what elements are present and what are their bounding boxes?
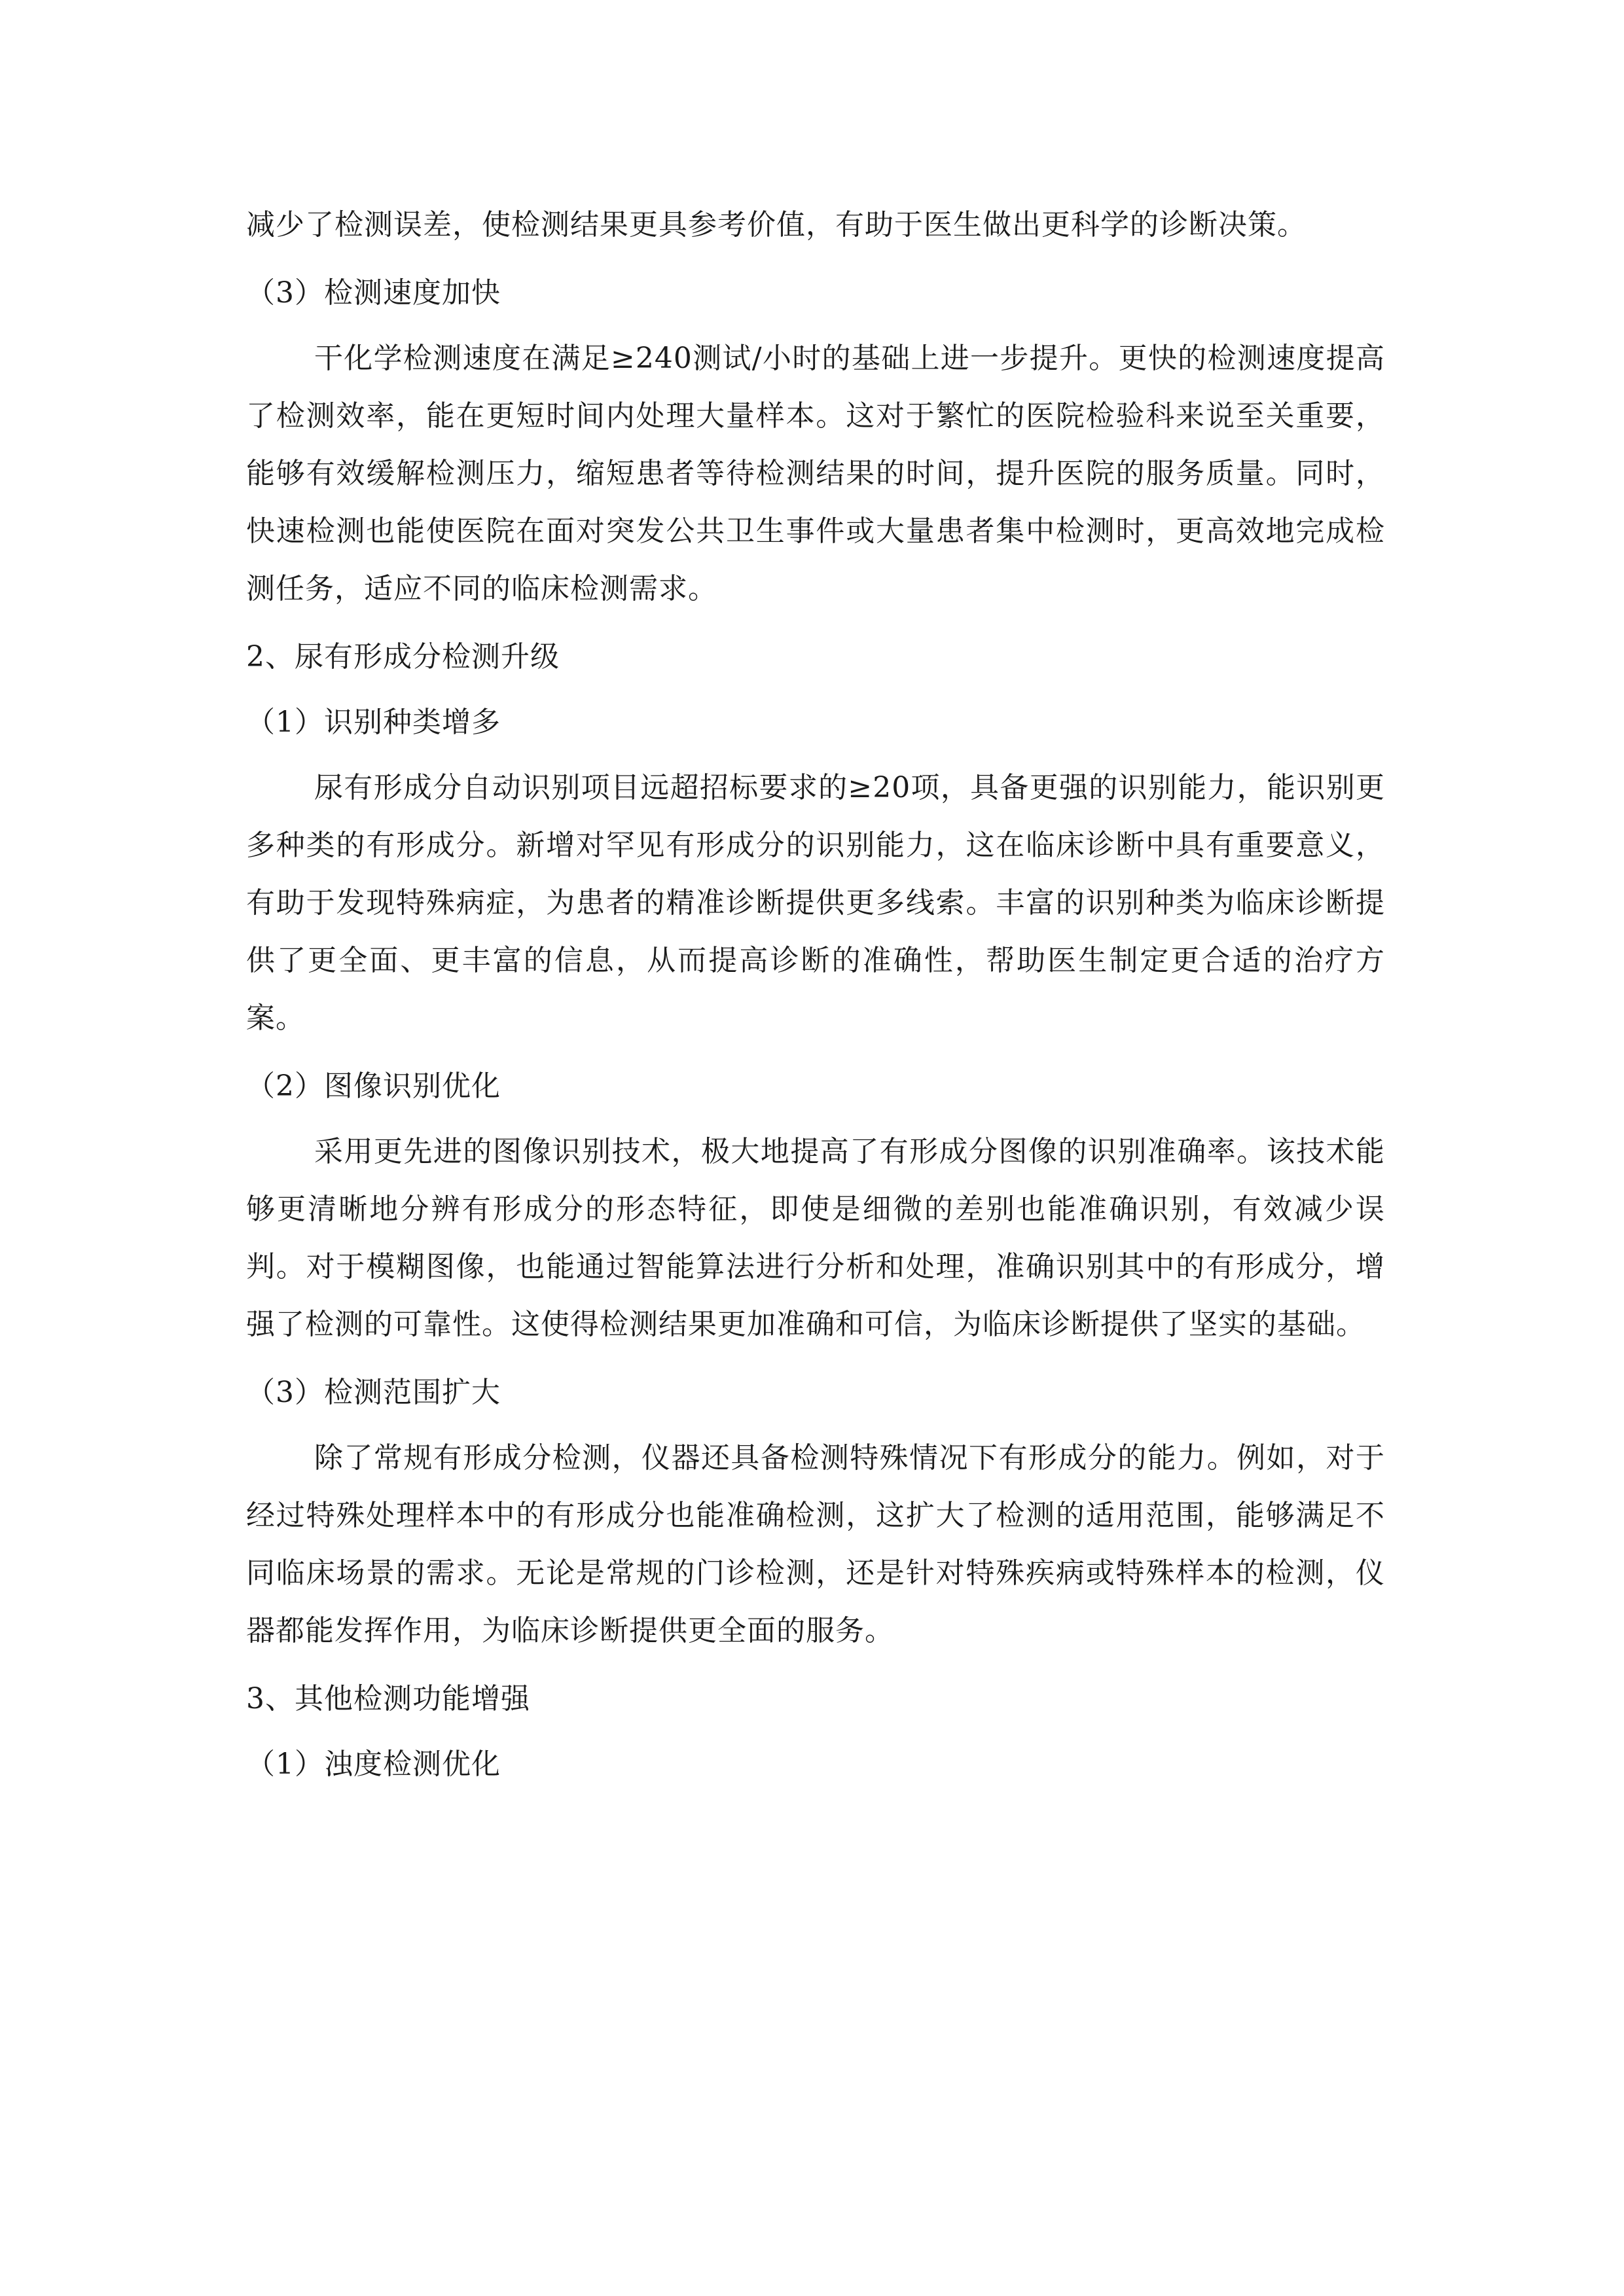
paragraph-detection-speed: 干化学检测速度在满足≥240测试/小时的基础上进一步提升。更快的检测速度提高了检测效率，能在更短时间内处理大量样本。这对于繁忙的医院检验科来说至关重要，能够有效缓解检测压力，缩短患者等待检测结果的时间，提升医院的服务质量。同时，快速检测也能使医院在面对突发公共卫生事件或大量患者集中检测时，更高效地完成检测任务，适应不同的临床检测需求。	[246, 342, 1385, 605]
subheading-detection-speed: （3）检测速度加快	[246, 276, 501, 310]
paragraph-recognition-types: 尿有形成分自动识别项目远超招标要求的≥20项，具备更强的识别能力，能识别更多种类的有形成分。新增对罕见有形成分的识别能力，这在临床诊断中具有重要意义，有助于发现特殊病症，为患者的精准诊断提供更多线索。丰富的识别种类为临床诊断提供了更全面、更丰富的信息，从而提高诊断的准确性，帮助医生制定更合适的治疗方案。	[246, 771, 1385, 1035]
subheading-recognition-types: （1）识别种类增多	[246, 706, 501, 739]
section-heading-urine-sediment: 2、尿有形成分检测升级	[246, 640, 560, 673]
document-body	[246, 196, 1385, 1793]
paragraph-image-recognition: 采用更先进的图像识别技术，极大地提高了有形成分图像的识别准确率。该技术能够更清晰地分辨有形成分的形态特征，即使是细微的差别也能准确识别，有效减少误判。对于模糊图像，也能通过智能算法进行分析和处理，准确识别其中的有形成分，增强了检测的可靠性。这使得检测结果更加准确和可信，为临床诊断提供了坚实的基础。	[246, 1135, 1385, 1341]
paragraph-continuation: 减少了检测误差，使检测结果更具参考价值，有助于医生做出更科学的诊断决策。	[246, 208, 1307, 242]
subheading-turbidity: （1）浊度检测优化	[246, 1748, 501, 1781]
subheading-detection-range: （3）检测范围扩大	[246, 1376, 501, 1409]
section-heading-other-functions: 3、其他检测功能增强	[246, 1682, 530, 1715]
subheading-image-recognition: （2）图像识别优化	[246, 1069, 501, 1103]
paragraph-detection-range: 除了常规有形成分检测，仪器还具备检测特殊情况下有形成分的能力。例如，对于经过特殊处理样本中的有形成分也能准确检测，这扩大了检测的适用范围，能够满足不同临床场景的需求。无论是常规的门诊检测，还是针对特殊疾病或特殊样本的检测，仪器都能发挥作用，为临床诊断提供更全面的服务。	[246, 1441, 1385, 1647]
